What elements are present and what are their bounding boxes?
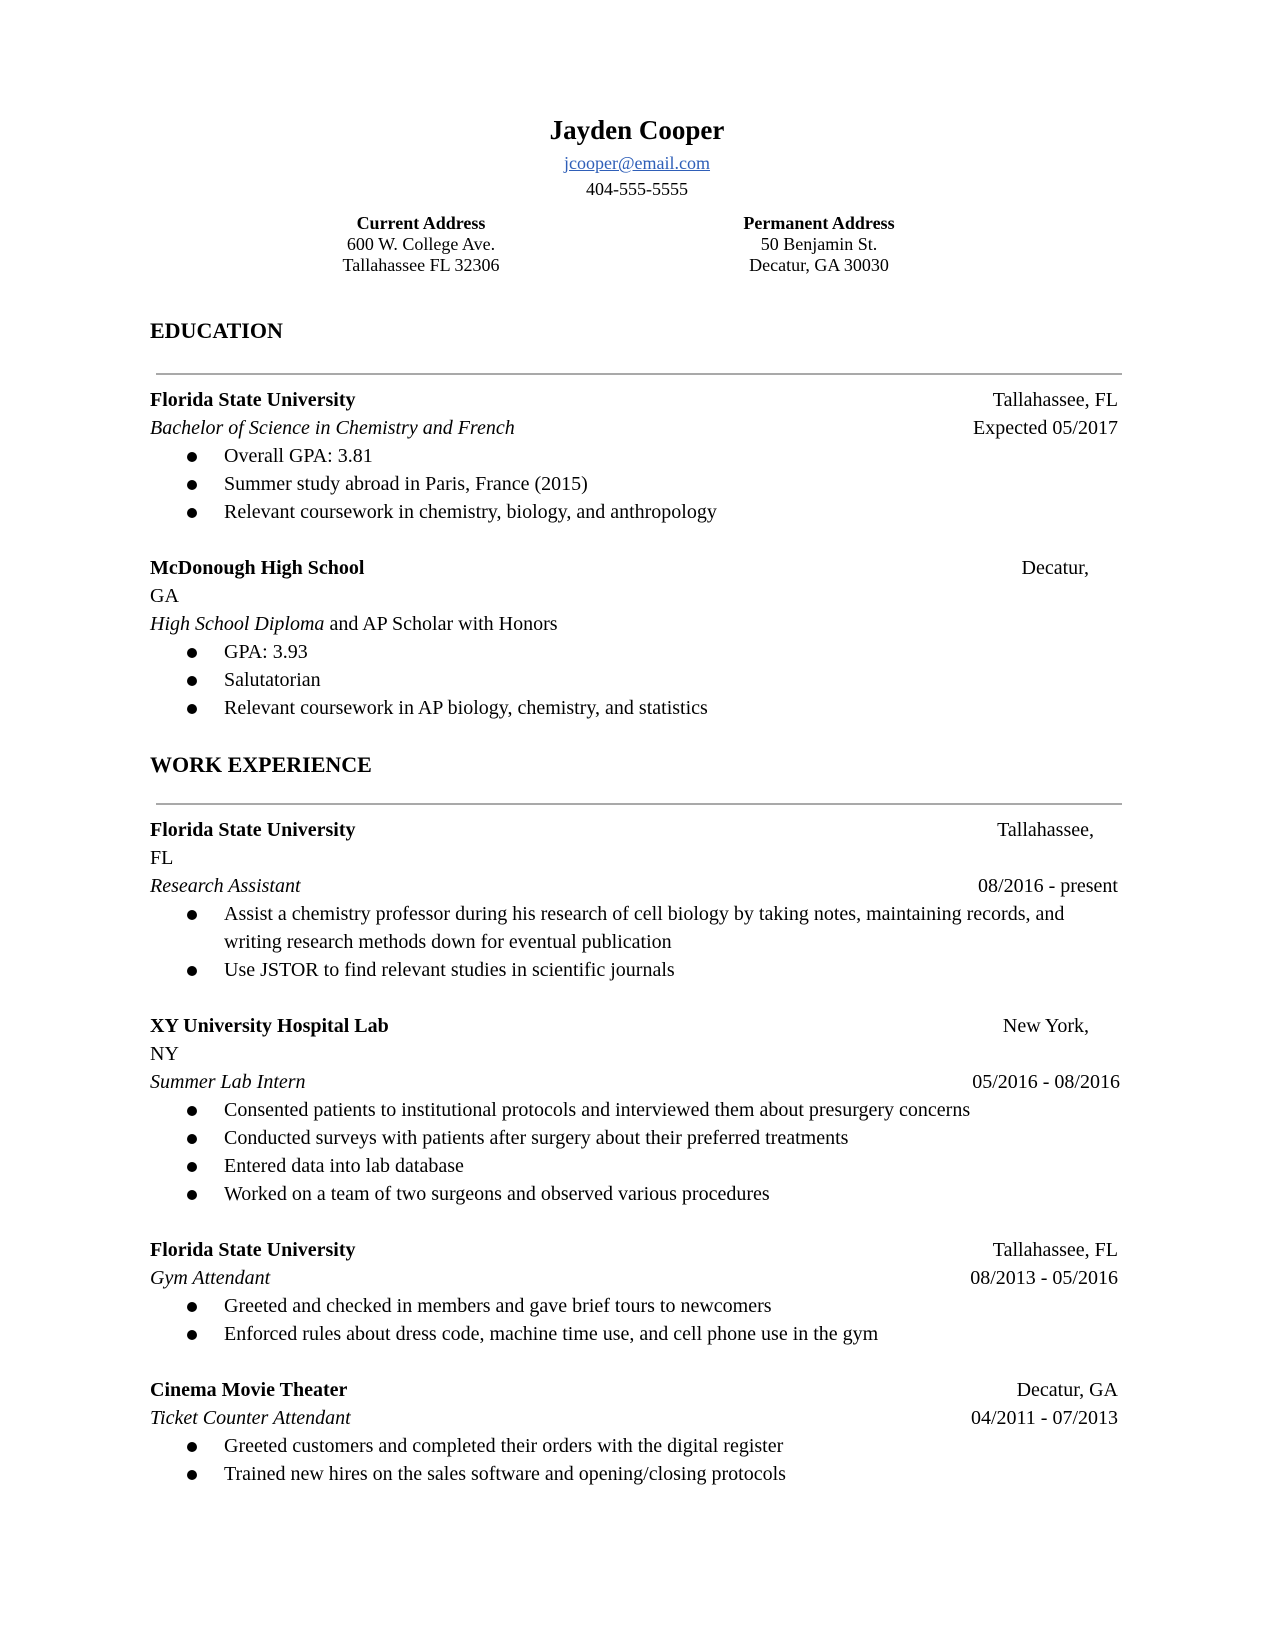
section-divider [156, 373, 1122, 375]
school-name: McDonough High School [150, 557, 365, 579]
list-item: GPA: 3.93 [224, 641, 308, 663]
degree-suffix: and AP Scholar with Honors [324, 613, 558, 635]
list-item: Use JSTOR to find relevant studies in scientific journals [224, 959, 675, 981]
bullet-icon [187, 704, 197, 714]
job-role: Summer Lab Intern [150, 1071, 306, 1093]
employer-location-wrap: NY [150, 1043, 179, 1065]
list-item: Trained new hires on the sales software and opening/closing protocols [224, 1463, 786, 1485]
employer-location: Tallahassee, FL [992, 1239, 1118, 1261]
employer-location: Decatur, GA [1016, 1379, 1118, 1401]
bullet-icon [187, 676, 197, 686]
list-item-continuation: writing research methods down for eventual publication [224, 931, 672, 953]
bullet-icon [187, 1470, 197, 1480]
candidate-name: Jayden Cooper [549, 115, 725, 145]
job-date: 08/2013 - 05/2016 [970, 1267, 1118, 1289]
job-role: Research Assistant [150, 875, 301, 897]
permanent-address-line2: Decatur, GA 30030 [749, 255, 889, 275]
bullet-icon [187, 1162, 197, 1172]
school-location-wrap: GA [150, 585, 179, 607]
employer-name: Cinema Movie Theater [150, 1379, 348, 1401]
bullet-icon [187, 508, 197, 518]
list-item: Overall GPA: 3.81 [224, 445, 373, 467]
list-item: Greeted customers and completed their orders with the digital register [224, 1435, 784, 1457]
list-item: Relevant coursework in AP biology, chemistry, and statistics [224, 697, 708, 719]
school-name: Florida State University [150, 389, 356, 411]
section-divider [156, 803, 1122, 805]
list-item: Salutatorian [224, 669, 321, 691]
employer-location: New York, [1002, 1015, 1089, 1037]
bullet-icon [187, 966, 197, 976]
list-item: Entered data into lab database [224, 1155, 464, 1177]
degree [150, 614, 558, 634]
phone-number: 404-555-5555 [586, 179, 688, 199]
list-item: Consented patients to institutional protocols and interviewed them about presurgery concerns [224, 1099, 971, 1121]
bullet-icon [187, 1330, 197, 1340]
employer-name: Florida State University [150, 819, 356, 841]
bullet-icon [187, 1442, 197, 1452]
bullet-icon [187, 452, 197, 462]
list-item: Summer study abroad in Paris, France (2015) [224, 473, 588, 495]
current-address-label: Current Address [356, 213, 486, 233]
job-role: Gym Attendant [150, 1267, 271, 1289]
permanent-address-label: Permanent Address [743, 213, 895, 233]
job-date: 05/2016 - 08/2016 [972, 1071, 1120, 1093]
employer-name: XY University Hospital Lab [150, 1015, 389, 1037]
bullet-icon [187, 648, 197, 658]
bullet-icon [187, 1134, 197, 1144]
list-item: Greeted and checked in members and gave brief tours to newcomers [224, 1295, 772, 1317]
list-item: Worked on a team of two surgeons and observed various procedures [224, 1183, 770, 1205]
degree-date: Expected 05/2017 [973, 417, 1118, 439]
list-item: Relevant coursework in chemistry, biology, and anthropology [224, 501, 717, 523]
bullet-icon [187, 1190, 197, 1200]
email-link[interactable]: jcooper@email.com [563, 153, 711, 173]
section-title-education: EDUCATION [150, 318, 283, 343]
job-date: 04/2011 - 07/2013 [970, 1407, 1118, 1429]
list-item: Conducted surveys with patients after surgery about their preferred treatments [224, 1127, 849, 1149]
job-date: 08/2016 - present [978, 875, 1118, 897]
current-address-line1: 600 W. College Ave. [346, 234, 496, 254]
school-location: Decatur, [1021, 557, 1089, 579]
employer-name: Florida State University [150, 1239, 356, 1261]
permanent-address-line1: 50 Benjamin St. [760, 234, 878, 254]
current-address-line2: Tallahassee FL 32306 [342, 255, 500, 275]
list-item: Enforced rules about dress code, machine time use, and cell phone use in the gym [224, 1323, 879, 1345]
bullet-icon [187, 1302, 197, 1312]
school-location: Tallahassee, FL [992, 389, 1118, 411]
bullet-icon [187, 480, 197, 490]
list-item: Assist a chemistry professor during his research of cell biology by taking notes, maintaining records, and [224, 903, 1065, 925]
degree: Bachelor of Science in Chemistry and French [150, 417, 515, 439]
section-title-work-experience: WORK EXPERIENCE [150, 752, 372, 777]
bullet-icon [187, 910, 197, 920]
bullet-icon [187, 1106, 197, 1116]
employer-location-wrap: FL [150, 847, 174, 869]
employer-location: Tallahassee, [997, 819, 1094, 841]
degree-name: High School Diploma [150, 613, 325, 635]
job-role: Ticket Counter Attendant [150, 1407, 351, 1429]
